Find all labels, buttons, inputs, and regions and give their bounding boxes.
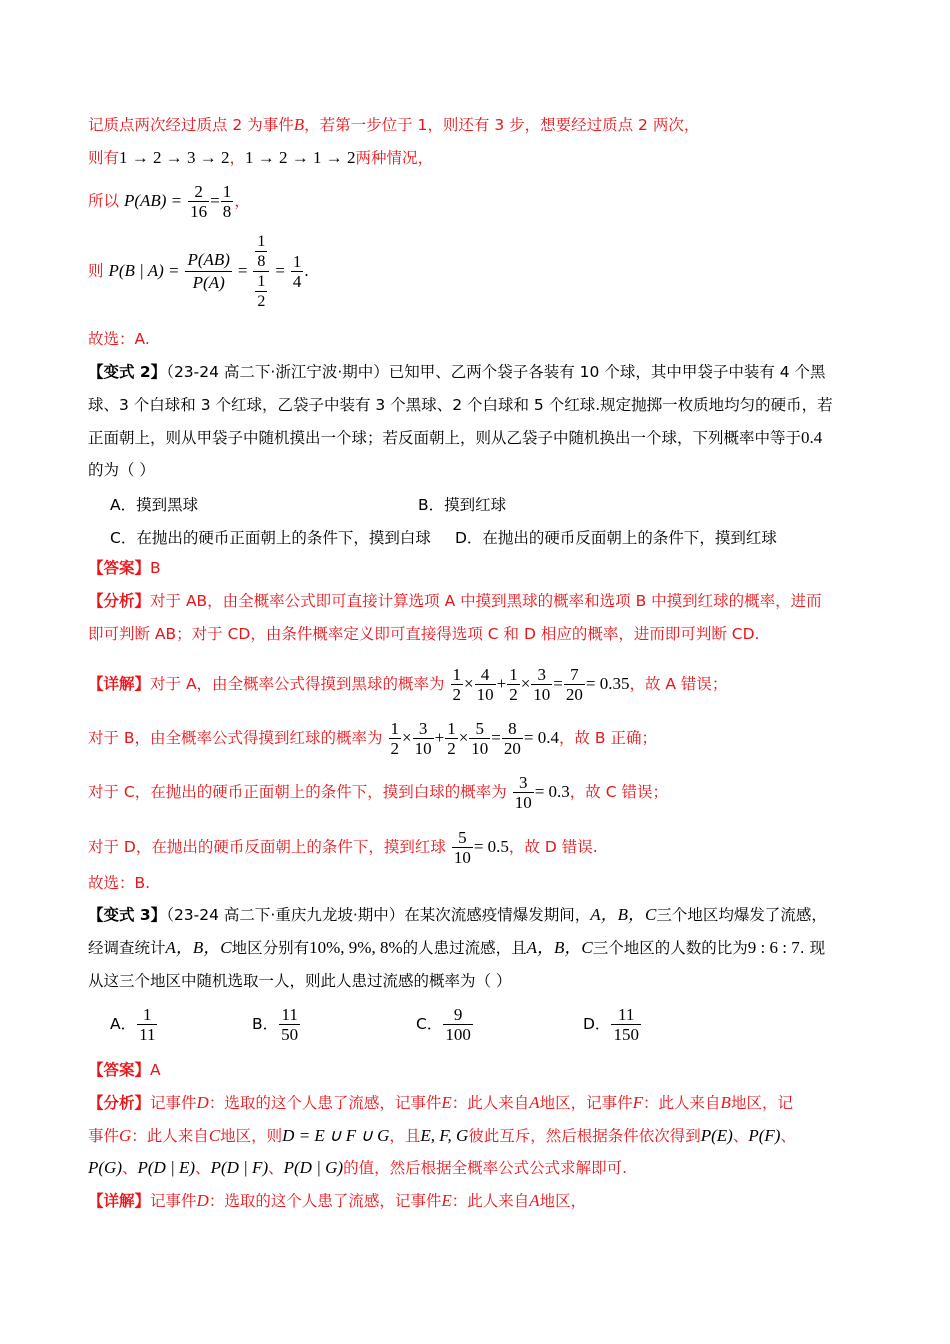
v3-question-line-1: 【变式 3】（23-24 高二下·重庆九龙坡·期中）在某次流感疫情爆发期间，A，B，C三个地区均爆发了流感， <box>88 905 827 924</box>
v2-analysis-2: 即可判断 AB；对于 CD，由条件概率定义即可直接得选项 C 和 D 相应的概率，进而即可判断 CD. <box>88 625 760 643</box>
v3-question-line-2: 经调查统计A，B，C地区分别有10%, 9%, 8%的人患过流感，且A，B，C三个地区的人数的比为9 : 6 : 7. 现 <box>88 938 826 957</box>
v2-option-c: C．在抛出的硬币正面朝上的条件下，摸到白球 <box>110 529 431 547</box>
v2-option-a: A．摸到黑球 <box>110 496 199 514</box>
v2-analysis-1: 【分析】对于 AB，由全概率公式即可直接计算选项 A 中摸到黑球的概率和选项 B 中摸到红球的概率，进而 <box>88 592 822 610</box>
v3-option-d: D． $\frac{11}{150}$ <box>583 1005 639 1044</box>
v2-detail-d: 对于 D，在抛出的硬币反面朝上的条件下，摸到红球 $\frac{5}{10}$ = 0.5，故 D 错误. <box>88 828 598 867</box>
prev-line-1: 记质点两次经过质点 2 为事件B，若第一步位于 1，则还有 3 步，想要经过质点 2 两次， <box>88 115 700 134</box>
v3-answer: 【答案】A <box>88 1061 161 1079</box>
prev-line-4: 则 P(B | A) = $\frac{P(AB)}{P(A)}$ = $\frac{\frac{1}{8}}{\frac{1}{2}}$ = $\frac{1}{4}$ . <box>88 233 309 310</box>
v2-answer: 【答案】B <box>88 559 161 577</box>
v2-option-b: B．摸到红球 <box>418 496 507 514</box>
v2-detail-c: 对于 C，在抛出的硬币正面朝上的条件下，摸到白球的概率为 $\frac{3}{10}$ = 0.3，故 C 错误； <box>88 773 668 812</box>
v3-analysis-1: 【分析】记事件D：选取的这个人患了流感，记事件E：此人来自A地区，记事件F：此人来自B地区，记 <box>88 1093 793 1112</box>
v3-analysis-2: 事件G：此人来自C地区，则D = E ∪ F ∪ G，且E, F, G彼此互斥，然后根据条件依次得到P(E)、P(F)、 <box>88 1126 796 1145</box>
v3-analysis-3: P(G)、P(D | E)、P(D | F)、P(D | G)的值，然后根据全概率公式公式求解即可. <box>88 1158 627 1177</box>
prev-line-3: 所以 P(AB) = $\frac{2}{16}$ = $\frac{1}{8}$ ， <box>88 182 250 221</box>
v3-question-line-3: 从这三个地区中随机选取一人，则此人患过流感的概率为（ ） <box>88 972 512 990</box>
v2-question-line-1: 【变式 2】（23-24 高二下·浙江宁波·期中）已知甲、乙两个袋子各装有 10 个球，其中甲袋子中装有 4 个黑 <box>88 363 826 381</box>
v2-question-line-3: 正面朝上，则从甲袋子中随机摸出一个球；若反面朝上，则从乙袋子中随机换出一个球，下列概率中等于0.4 <box>88 428 823 447</box>
v3-option-c: C． $\frac{9}{100}$ <box>416 1005 471 1044</box>
v3-option-b: B． $\frac{11}{50}$ <box>252 1005 299 1044</box>
prev-choice: 故选：A. <box>88 330 150 348</box>
path-one: 1 → 2 → 3 → 2 <box>119 148 230 167</box>
v2-detail-a: 【详解】对于 A，由全概率公式得摸到黑球的概率为 $\frac{1}{2}$ × $\frac{4}{10}$ + $\frac{1}{2}$ × $\frac{3}{10}$ = $\frac{7}{20}$ = 0.35，故 A 错误； <box>88 665 728 704</box>
v2-option-d: D．在抛出的硬币反面朝上的条件下，摸到红球 <box>455 529 777 547</box>
path-two: 1 → 2 → 1 → 2 <box>245 148 356 167</box>
v2-question-line-2: 球、3 个白球和 3 个红球，乙袋子中装有 3 个黑球、2 个白球和 5 个红球.规定抛掷一枚质地均匀的硬币，若 <box>88 396 833 414</box>
v3-option-a: A． $\frac{1}{11}$ <box>110 1005 156 1044</box>
prev-line-2: 则有1 → 2 → 3 → 2，1 → 2 → 1 → 2两种情况， <box>88 148 434 167</box>
v2-detail-b: 对于 B，由全概率公式得摸到红球的概率为 $\frac{1}{2}$ × $\frac{3}{10}$ + $\frac{1}{2}$ × $\frac{5}{10}$ = $\frac{8}{20}$ = 0.4，故 B 正确； <box>88 719 657 758</box>
v2-choice: 故选：B. <box>88 874 151 892</box>
v3-detail-1: 【详解】记事件D：选取的这个人患了流感，记事件E：此人来自A地区， <box>88 1191 587 1210</box>
v2-question-line-4: 的为（ ） <box>88 461 155 479</box>
